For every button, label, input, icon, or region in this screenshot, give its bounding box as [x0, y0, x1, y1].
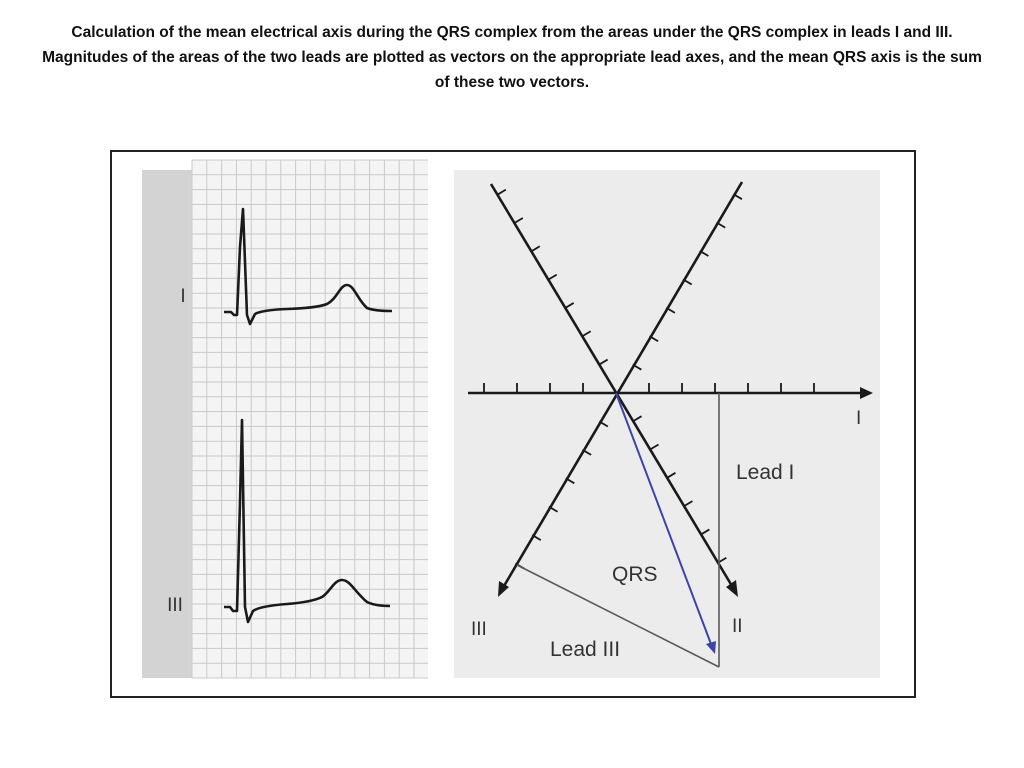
caption-line-1: Calculation of the mean electrical axis during the QRS complex from the areas under the QRS complex in leads I and III. — [71, 24, 953, 41]
lead-i-axis-label: I — [856, 408, 862, 429]
qrs-vector-label: QRS — [612, 563, 658, 586]
ecg-panel — [142, 160, 428, 678]
figure-caption — [40, 20, 984, 95]
figure-svg — [112, 152, 914, 696]
lead-iii-row-label: III — [167, 595, 183, 616]
axes-panel — [454, 170, 880, 678]
lead-iii-vector-label: Lead III — [550, 638, 621, 661]
lead-ii-axis-label: II — [732, 616, 743, 637]
lead-i-row-label: I — [180, 286, 186, 307]
figure-frame — [110, 150, 916, 698]
axes-background — [454, 170, 880, 678]
lead-iii-axis-label: III — [471, 619, 487, 640]
caption-line-2: Magnitudes of the areas of the two leads are plotted as vectors on the appropriate lead axes, and the mean QRS axis is the sum of these two vectors. — [42, 49, 982, 91]
lead-i-vector-label: Lead I — [736, 461, 795, 484]
